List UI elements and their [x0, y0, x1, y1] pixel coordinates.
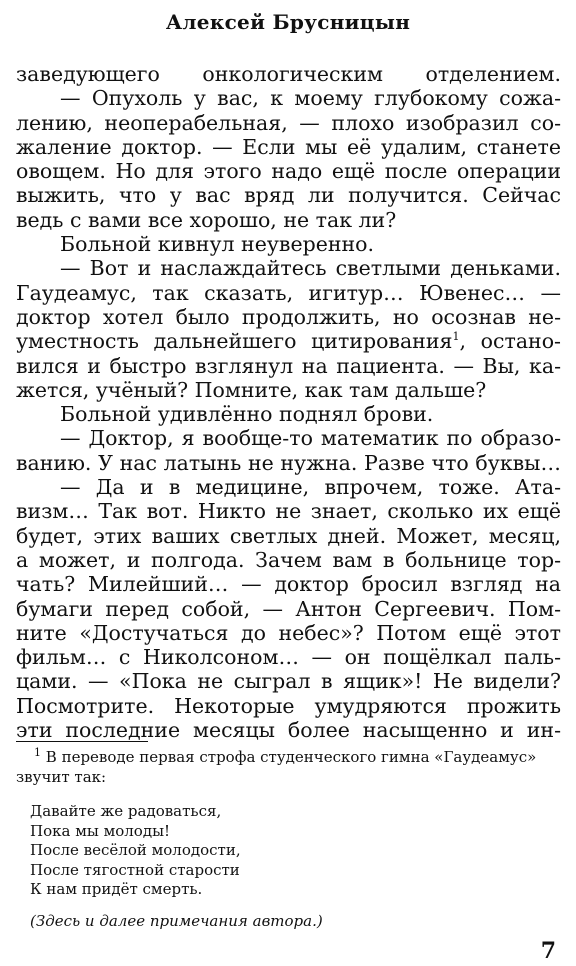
footnote-text: В переводе первая строфа студенческого гимна «Гаудеамус»: [45, 748, 537, 766]
body-line: Гаудеамус, так сказать, игитур… Ювенес… —: [16, 280, 561, 305]
body-line: а может, и полгода. Зачем вам в больнице тор-: [16, 547, 561, 572]
body-line: — Вот и наслаждайтесь светлыми деньками.: [60, 256, 561, 281]
body-line: будет, этих ваших светлых дней. Может, месяц,: [16, 523, 561, 548]
footnote-marker: 1: [34, 746, 41, 759]
poem-line: Давайте же радоваться,: [30, 802, 222, 820]
footnote-divider: [16, 741, 148, 742]
body-line: чать? Милейший… — доктор бросил взгляд на: [16, 572, 561, 597]
body-line: Больной кивнул неуверенно.: [60, 232, 375, 257]
running-title: Алексей Брусницын: [165, 10, 411, 34]
body-line: лению, неоперабельная, — плохо изобразил со-: [16, 110, 561, 135]
poem-line: После тягостной старости: [30, 860, 240, 879]
body-line: — Доктор, я вообще-то математик по образо-: [60, 426, 561, 451]
body-line: — Опухоль у вас, к моему глубокому сожа-: [60, 86, 561, 111]
body-line: овощем. Но для этого надо ещё после операции: [16, 159, 561, 184]
body-line: жаление доктор. — Если мы её удалим, станете: [16, 134, 561, 159]
body-line: Посмотрите. Некоторые умудряются прожить: [16, 693, 561, 718]
body-line: жется, учёный? Помните, как там дальше?: [16, 377, 487, 402]
poem-line: После весёлой молодости,: [30, 841, 241, 859]
body-line: — Да и в медицине, впрочем, тоже. Ата-: [60, 475, 561, 500]
body-line: цами. — «Пока не сыграл в ящик»! Не видели?: [16, 669, 561, 694]
body-line: [16, 329, 561, 353]
footnote-line: звучит так:: [16, 768, 107, 786]
body-line: эти последние месяцы более насыщенно и ин-: [16, 718, 561, 743]
footnote-poem: [30, 802, 241, 900]
body-line: визм… Так вот. Никто не знает, сколько их ещё: [16, 499, 561, 524]
body-line: ванию. У нас латынь не нужна. Разве что буквы…: [16, 450, 561, 475]
poem-line: Пока мы молоды!: [30, 821, 171, 840]
footnote-line: [16, 747, 566, 767]
footnote-reference: 1: [452, 330, 460, 344]
body-line: выжить, что у вас вряд ли получится. Сейчас: [16, 183, 561, 208]
body-line: вился и быстро взглянул на пациента. — Вы, ка-: [16, 353, 561, 378]
author-note: (Здесь и далее примечания автора.): [30, 912, 323, 930]
footnote: [16, 747, 566, 787]
body-line: фильм… с Николсоном… — он пощёлкал паль-: [16, 645, 561, 670]
poem-line: К нам придёт смерть.: [30, 880, 203, 898]
page-number: 7: [540, 938, 556, 964]
body-line-tail: , остано-: [459, 329, 561, 354]
body-line-text: уместность дальнейшего цитирования: [16, 329, 453, 354]
body-line: доктор хотел было продолжить, но осознав не-: [16, 304, 561, 329]
body-line: ните «Достучаться до небес»? Потом ещё этот: [16, 620, 561, 645]
body-line: ведь с вами все хорошо, не так ли?: [16, 207, 397, 232]
body-line: бумаги перед собой, — Антон Сергеевич. Пом-: [16, 596, 561, 621]
body-line: заведующего онкологическим отделением.: [16, 62, 561, 86]
body-line: Больной удивлённо поднял брови.: [60, 402, 434, 427]
body-text: [16, 62, 561, 742]
